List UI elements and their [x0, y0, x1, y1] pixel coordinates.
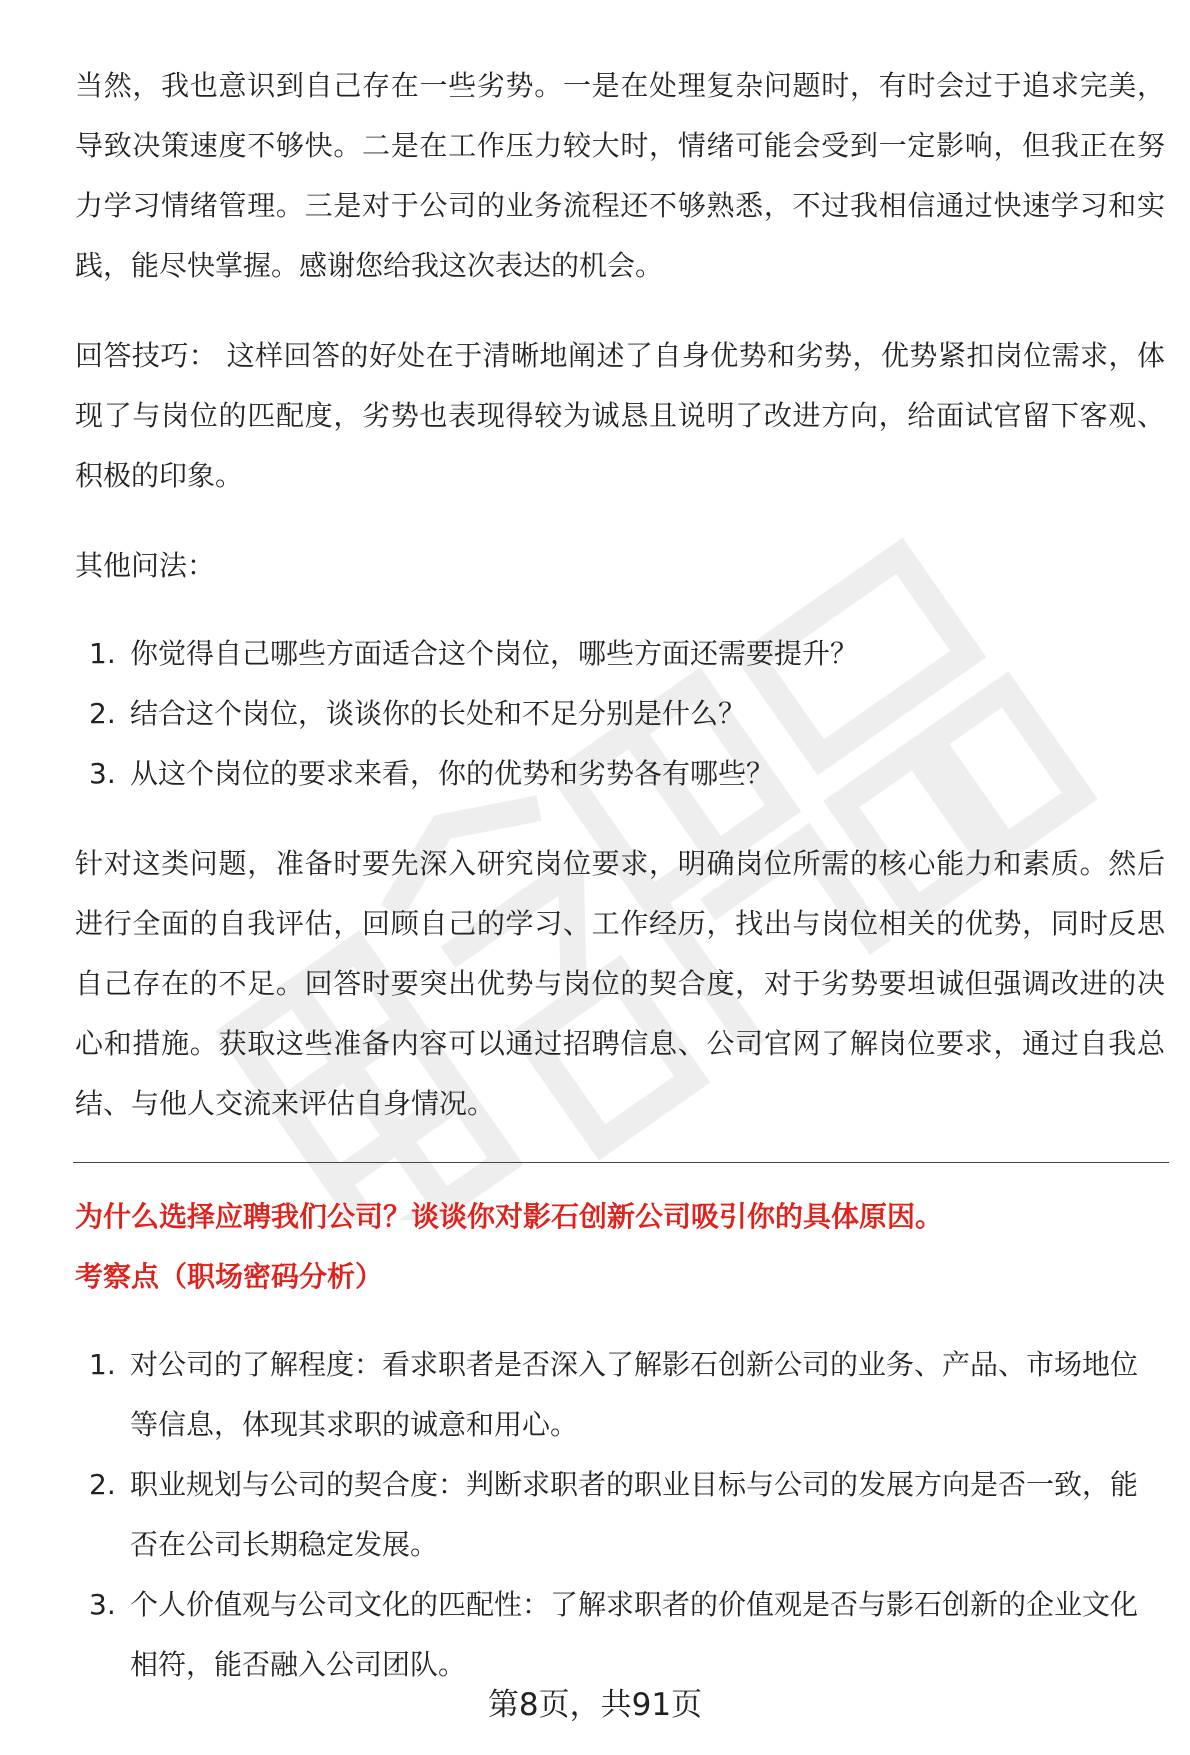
list-item	[75, 684, 1165, 744]
list-item-number: 2.	[89, 697, 116, 730]
other-questions-heading: 其他问法：	[75, 549, 216, 582]
interview-question-title: 为什么选择应聘我们公司？谈谈你对影石创新公司吸引你的具体原因。	[75, 1200, 944, 1233]
page-content	[75, 56, 1165, 1695]
list-item	[75, 1575, 1165, 1695]
section-divider	[73, 1162, 1169, 1163]
list-item-text: 职业规划与公司的契合度：判断求职者的职业目标与公司的发展方向是否一致，能否在公司长期稳定发展。	[130, 1468, 1139, 1561]
list-item-number: 3.	[89, 757, 116, 790]
list-item-number: 1.	[89, 637, 116, 670]
tips-paragraph: 回答技巧： 这样回答的好处在于清晰地阐述了自身优势和劣势，优势紧扣岗位需求，体现了与岗位的匹配度，劣势也表现得较为诚恳且说明了改进方向，给面试官留下客观、积极的印象。	[75, 339, 1165, 492]
list-item	[75, 1335, 1165, 1455]
list-item-number: 1.	[89, 1348, 116, 1381]
preparation-paragraph: 针对这类问题，准备时要先深入研究岗位要求，明确岗位所需的核心能力和素质。然后进行全面的自我评估，回顾自己的学习、工作经历，找出与岗位相关的优势，同时反思自己存在的不足。回答时要突出优势与岗位的契合度，对于劣势要坦诚但强调改进的决心和措施。获取这些准备内容可以通过招聘信息、公司官网了解岗位要求，通过自我总结、与他人交流来评估自身情况。	[75, 847, 1165, 1120]
list-item-text: 结合这个岗位，谈谈你的长处和不足分别是什么？	[130, 697, 747, 730]
list-item-number: 2.	[89, 1468, 116, 1501]
list-item-text: 你觉得自己哪些方面适合这个岗位，哪些方面还需要提升？	[130, 637, 859, 670]
list-item-text: 个人价值观与公司文化的匹配性：了解求职者的价值观是否与影石创新的企业文化相符，能否融入公司团队。	[130, 1588, 1139, 1681]
list-item	[75, 624, 1165, 684]
list-item-text: 从这个岗位的要求来看，你的优势和劣势各有哪些？	[130, 757, 775, 790]
list-item	[75, 1455, 1165, 1575]
list-item-text: 对公司的了解程度：看求职者是否深入了解影石创新公司的业务、产品、市场地位等信息，体现其求职的诚意和用心。	[130, 1348, 1139, 1441]
list-item	[75, 744, 1165, 804]
focus-points-list	[75, 1335, 1165, 1695]
focus-points-title: 考察点（职场密码分析）	[75, 1260, 384, 1293]
weakness-paragraph: 当然，我也意识到自己存在一些劣势。一是在处理复杂问题时，有时会过于追求完美，导致决策速度不够快。二是在工作压力较大时，情绪可能会受到一定影响，但我正在努力学习情绪管理。三是对于公司的业务流程还不够熟悉，不过我相信通过快速学习和实践，能尽快掌握。感谢您给我这次表达的机会。	[75, 69, 1165, 282]
page-number-footer: 第8页，共91页	[487, 1687, 703, 1723]
other-questions-list	[75, 624, 1165, 804]
list-item-number: 3.	[89, 1588, 116, 1621]
